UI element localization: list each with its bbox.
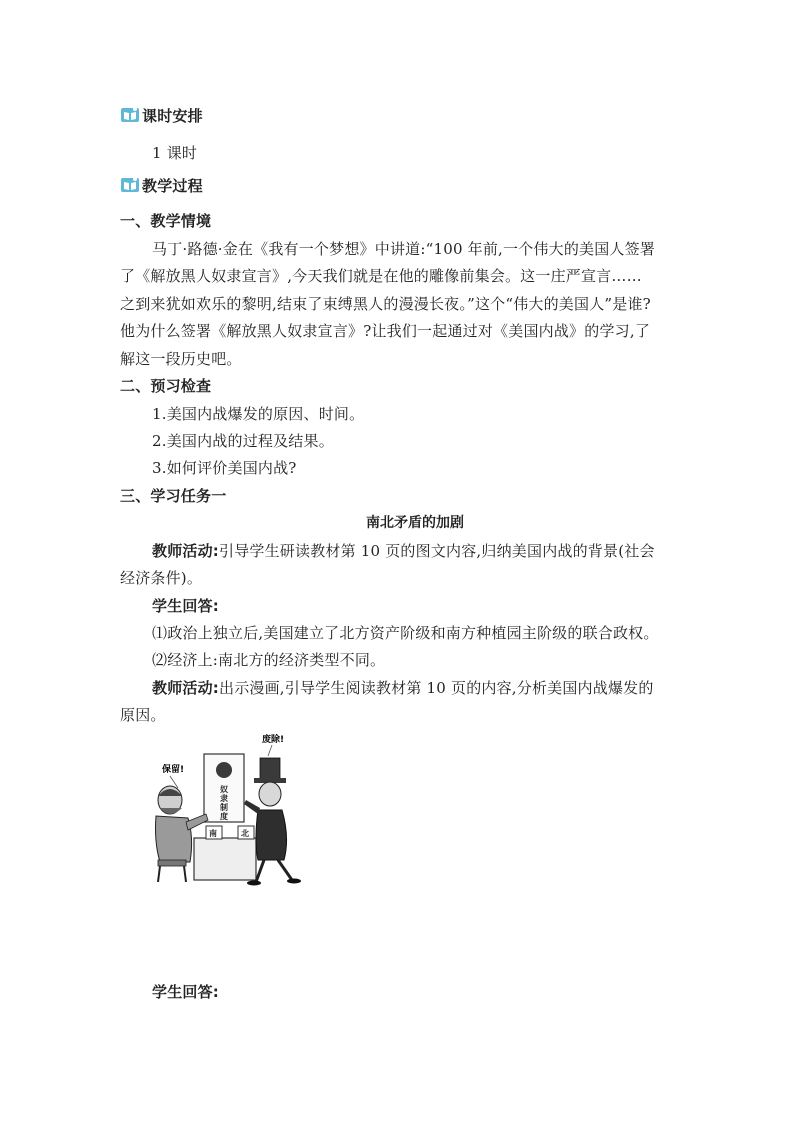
teacher-activity-1-cont: 经济条件)。 xyxy=(120,569,203,587)
negotiation-table xyxy=(194,826,256,880)
process-title: 教学过程 xyxy=(142,177,203,195)
right-speech-text: 废除! xyxy=(262,735,285,745)
preview-item: 3.如何评价美国内战? xyxy=(152,459,297,477)
preview-heading: 二、预习检查 xyxy=(120,377,212,395)
sign-char: 制 xyxy=(220,803,228,812)
book-icon xyxy=(120,175,140,195)
table-label-north: 北 xyxy=(241,829,249,838)
answer-item: ⑵经济上:南北方的经济类型不同。 xyxy=(152,651,386,669)
sign-char: 隶 xyxy=(220,794,228,803)
schedule-content: 1 课时 xyxy=(152,144,198,162)
situation-line: 他为什么签署《解放黑人奴隶宣言》?让我们一起通过对《美国内战》的学习,了 xyxy=(120,322,651,340)
student-answer-label: 学生回答: xyxy=(152,983,219,1001)
teacher-activity-2 xyxy=(152,678,654,698)
teacher-activity-text: 出示漫画,引导学生阅读教材第 10 页的内容,分析美国内战爆发的 xyxy=(219,679,654,697)
sign-char: 奴 xyxy=(220,785,228,794)
student-answer-label: 学生回答: xyxy=(152,597,219,615)
task1-subtitle: 南北矛盾的加剧 xyxy=(366,515,464,531)
situation-line: 之到来犹如欢乐的黎明,结束了束缚黑人的漫漫长夜。”这个“伟大的美国人”是谁? xyxy=(120,295,651,313)
answer-item: ⑴政治上独立后,美国建立了北方资产阶级和南方种植园主阶级的联合政权。 xyxy=(152,624,659,642)
situation-line: 了《解放黑人奴隶宣言》,今天我们就是在他的雕像前集会。这一庄严宣言…… xyxy=(120,267,642,285)
political-cartoon xyxy=(148,730,328,888)
left-speech-text: 保留! xyxy=(162,765,185,775)
slavery-sign xyxy=(204,754,244,822)
teacher-activity-1 xyxy=(152,541,655,561)
situation-heading: 一、教学情境 xyxy=(120,212,212,230)
teacher-activity-text: 引导学生研读教材第 10 页的图文内容,归纳美国内战的背景(社会 xyxy=(219,542,655,560)
situation-line: 马丁·路德·金在《我有一个梦想》中讲道:“100 年前,一个伟大的美国人签署 xyxy=(152,240,656,258)
sign-char: 度 xyxy=(220,812,228,821)
teacher-activity-2-cont: 原因。 xyxy=(120,706,166,724)
teacher-activity-label: 教师活动: xyxy=(152,542,219,560)
schedule-title: 课时安排 xyxy=(142,107,203,125)
task1-heading: 三、学习任务一 xyxy=(120,487,227,505)
teacher-activity-label: 教师活动: xyxy=(152,679,219,697)
book-icon xyxy=(120,105,140,125)
table-label-south: 南 xyxy=(209,829,217,838)
preview-item: 2.美国内战的过程及结果。 xyxy=(152,432,334,450)
preview-item: 1.美国内战爆发的原因、时间。 xyxy=(152,405,365,423)
situation-line: 解这一段历史吧。 xyxy=(120,350,242,368)
